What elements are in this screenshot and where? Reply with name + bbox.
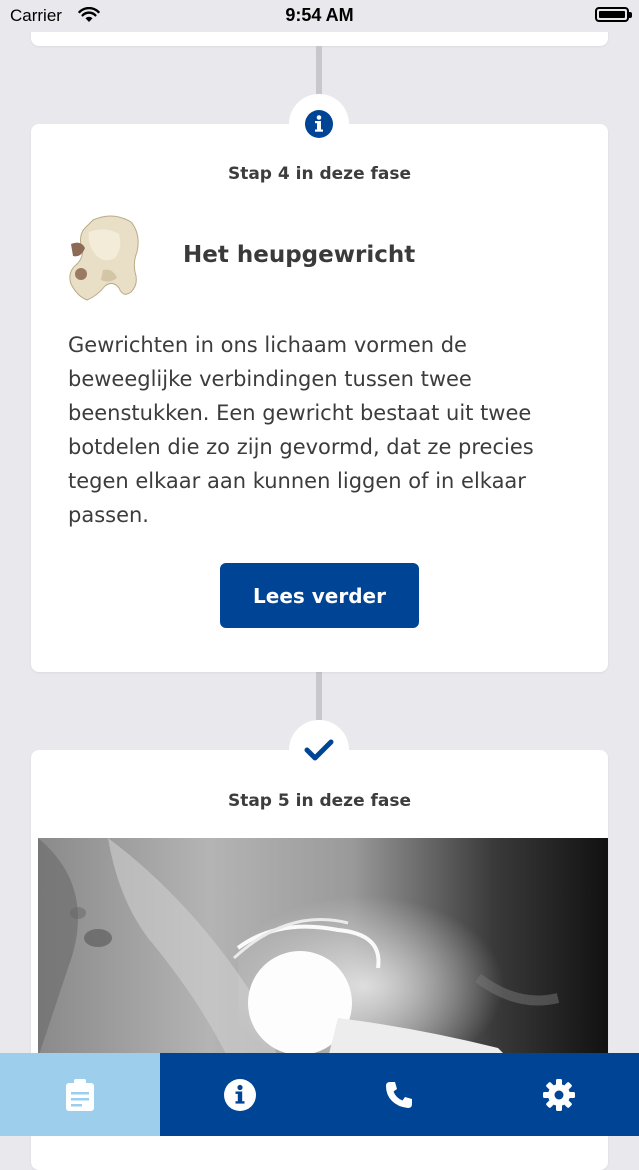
battery-icon: [595, 7, 629, 22]
step-label: Stap 4 in deze fase: [227, 164, 412, 184]
tab-info[interactable]: [160, 1053, 320, 1136]
phone-icon: [384, 1080, 414, 1110]
status-bar: [0, 0, 639, 32]
clipboard-icon: [64, 1078, 96, 1112]
tab-contact[interactable]: [320, 1053, 480, 1136]
tab-bar: [0, 1053, 639, 1136]
clock: 9:54 AM: [285, 5, 354, 25]
step-title: Het heupgewricht: [183, 242, 416, 268]
step-4-card: [31, 124, 608, 672]
read-more-button[interactable]: Lees verder: [220, 563, 419, 628]
info-icon: [304, 109, 334, 139]
tab-settings[interactable]: [479, 1053, 639, 1136]
gear-icon: [542, 1078, 576, 1112]
check-icon: [304, 738, 334, 762]
step-description: Gewrichten in ons lichaam vormen de beweeglijke verbindingen tussen twee beenstukken. Een gewricht bestaat uit twee botdelen die zo zijn gevormd, dat ze precies tegen elkaar aan kunnen liggen of in elkaar passen.: [68, 333, 534, 527]
tab-trajectory[interactable]: [0, 1053, 160, 1136]
step-label: Stap 5 in deze fase: [227, 791, 412, 811]
info-icon: [223, 1078, 257, 1112]
step-5-badge: [289, 720, 349, 780]
hip-bone-image: [67, 214, 147, 304]
carrier-label: Carrier: [10, 6, 62, 25]
xray-image: [38, 838, 608, 1058]
step-4-badge: [289, 94, 349, 154]
